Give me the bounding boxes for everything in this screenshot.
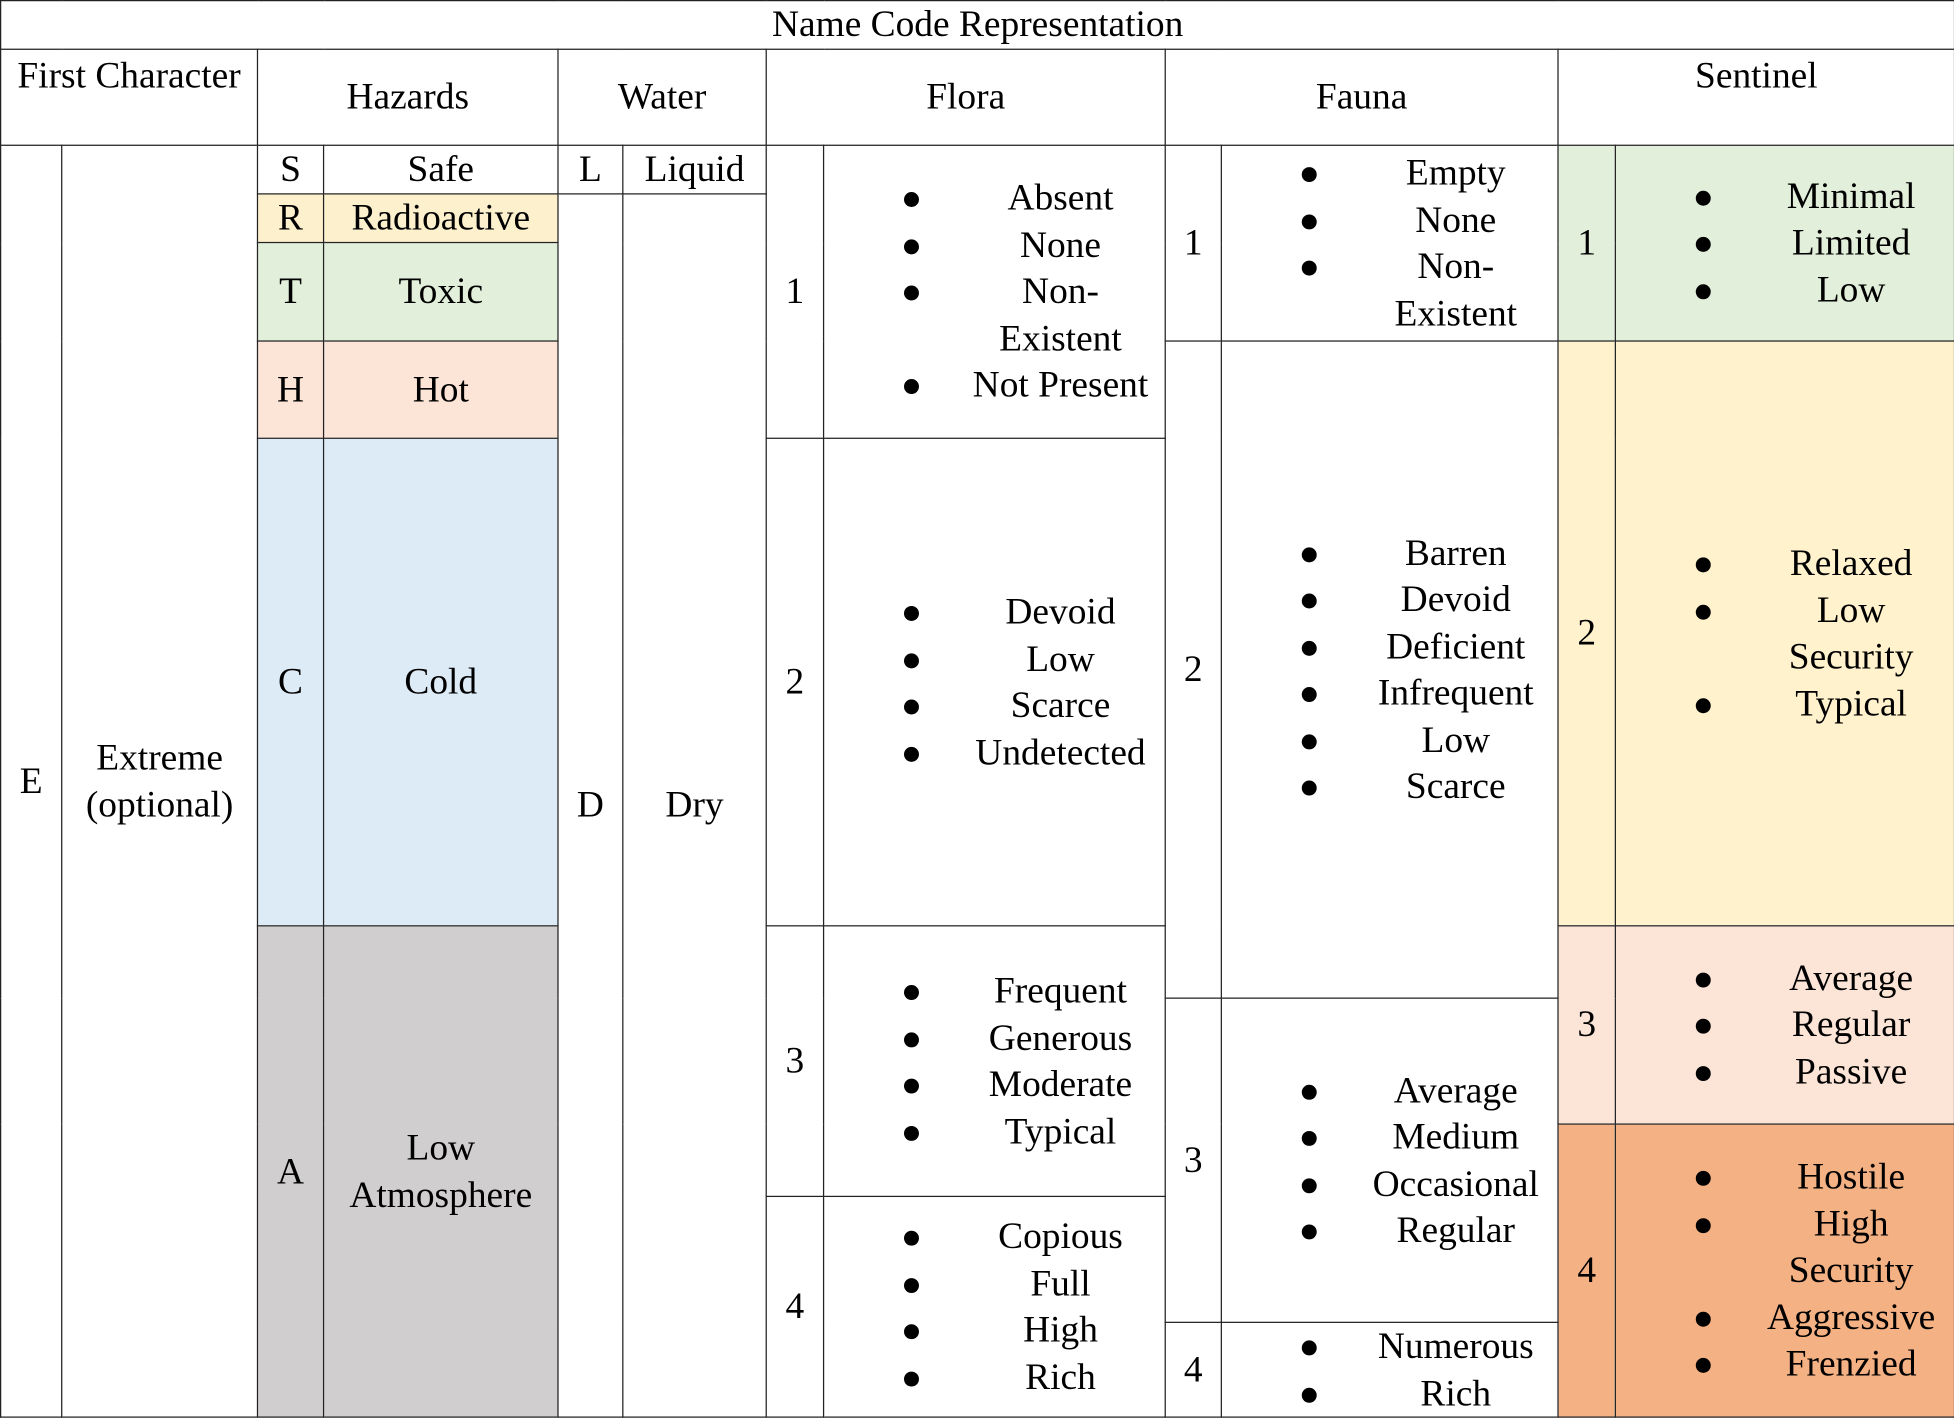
flora-item: Moderate (824, 1061, 1164, 1108)
flora-item: Absent (824, 175, 1164, 222)
flora-item: High (824, 1307, 1164, 1354)
sentinel-item: Average (1616, 955, 1954, 1002)
sentinel-code: 3 (1558, 926, 1615, 1124)
fauna-item: Regular (1222, 1207, 1557, 1254)
flora-item: Rich (824, 1354, 1164, 1401)
fauna-item: Non-Existent (1222, 243, 1557, 337)
header-sentinel: Sentinel (1558, 49, 1954, 145)
fauna-items (1221, 341, 1558, 998)
fauna-item: Occasional (1222, 1160, 1557, 1207)
sentinel-item: Low Security (1616, 587, 1954, 681)
header-fauna: Fauna (1165, 49, 1558, 145)
fauna-items (1221, 1322, 1558, 1417)
fauna-item: Empty (1222, 150, 1557, 197)
sentinel-items (1615, 145, 1954, 341)
fauna-items (1221, 145, 1558, 341)
flora-code: 3 (766, 926, 823, 1197)
hazard-code: S (257, 145, 323, 194)
flora-item: None (824, 222, 1164, 269)
flora-item: Generous (824, 1014, 1164, 1061)
first-char-label: Extreme (optional) (62, 145, 258, 1417)
flora-code: 4 (766, 1196, 823, 1417)
hazard-code: H (257, 341, 323, 438)
sentinel-item: Minimal (1616, 173, 1954, 220)
fauna-item: Rich (1222, 1370, 1557, 1417)
flora-item: Not Present (824, 362, 1164, 409)
flora-item: Undetected (824, 729, 1164, 776)
fauna-item: Barren (1222, 529, 1557, 576)
flora-item: Typical (824, 1108, 1164, 1155)
hazard-code: R (257, 194, 323, 243)
flora-items (824, 926, 1166, 1197)
fauna-item: Infrequent (1222, 670, 1557, 717)
water-label: Dry (623, 194, 766, 1417)
sentinel-code: 1 (1558, 145, 1615, 341)
flora-item: Scarce (824, 682, 1164, 729)
sentinel-code: 4 (1558, 1124, 1615, 1417)
fauna-item: Average (1222, 1067, 1557, 1114)
hazard-label: Safe (324, 145, 558, 194)
fauna-item: Low (1222, 716, 1557, 763)
water-label: Liquid (623, 145, 766, 194)
hazard-label: Low Atmosphere (324, 926, 558, 1417)
hazard-code: C (257, 438, 323, 926)
fauna-item: Deficient (1222, 623, 1557, 670)
sentinel-item: Hostile (1616, 1154, 1954, 1201)
header-first-character: First Character (1, 49, 258, 145)
sentinel-items (1615, 1124, 1954, 1417)
fauna-item: None (1222, 196, 1557, 243)
hazard-code: A (257, 926, 323, 1417)
sentinel-item: Limited (1616, 220, 1954, 267)
fauna-item: Numerous (1222, 1323, 1557, 1370)
fauna-item: Medium (1222, 1113, 1557, 1160)
water-code: D (558, 194, 623, 1417)
flora-items (824, 1196, 1166, 1417)
sentinel-item: Low (1616, 267, 1954, 314)
fauna-code: 4 (1165, 1322, 1221, 1417)
flora-item: Frequent (824, 968, 1164, 1015)
header-water: Water (558, 49, 766, 145)
hazard-label: Toxic (324, 243, 558, 342)
fauna-code: 3 (1165, 998, 1221, 1322)
fauna-item: Scarce (1222, 763, 1557, 810)
fauna-code: 1 (1165, 145, 1221, 341)
flora-items (824, 145, 1166, 438)
flora-item: Copious (824, 1213, 1164, 1260)
table-title: Name Code Representation (1, 1, 1954, 50)
sentinel-item: Frenzied (1616, 1341, 1954, 1388)
sentinel-item: Passive (1616, 1048, 1954, 1095)
flora-items (824, 438, 1166, 926)
hazard-label: Cold (324, 438, 558, 926)
flora-code: 1 (766, 145, 823, 438)
fauna-code: 2 (1165, 341, 1221, 998)
sentinel-item: Aggressive (1616, 1294, 1954, 1341)
flora-item: Devoid (824, 589, 1164, 636)
header-hazards: Hazards (257, 49, 558, 145)
header-flora: Flora (766, 49, 1165, 145)
sentinel-items (1615, 341, 1954, 926)
water-code: L (558, 145, 623, 194)
sentinel-item: Typical (1616, 680, 1954, 727)
hazard-label: Radioactive (324, 194, 558, 243)
sentinel-item: Relaxed (1616, 540, 1954, 587)
sentinel-item: Regular (1616, 1002, 1954, 1049)
hazard-code: T (257, 243, 323, 342)
first-char-code: E (1, 145, 62, 1417)
flora-code: 2 (766, 438, 823, 926)
flora-item: Non-Existent (824, 268, 1164, 362)
hazard-label: Hot (324, 341, 558, 438)
fauna-item: Devoid (1222, 576, 1557, 623)
sentinel-item: High Security (1616, 1200, 1954, 1294)
fauna-items (1221, 998, 1558, 1322)
flora-item: Full (824, 1260, 1164, 1307)
sentinel-code: 2 (1558, 341, 1615, 926)
flora-item: Low (824, 635, 1164, 682)
sentinel-items (1615, 926, 1954, 1124)
